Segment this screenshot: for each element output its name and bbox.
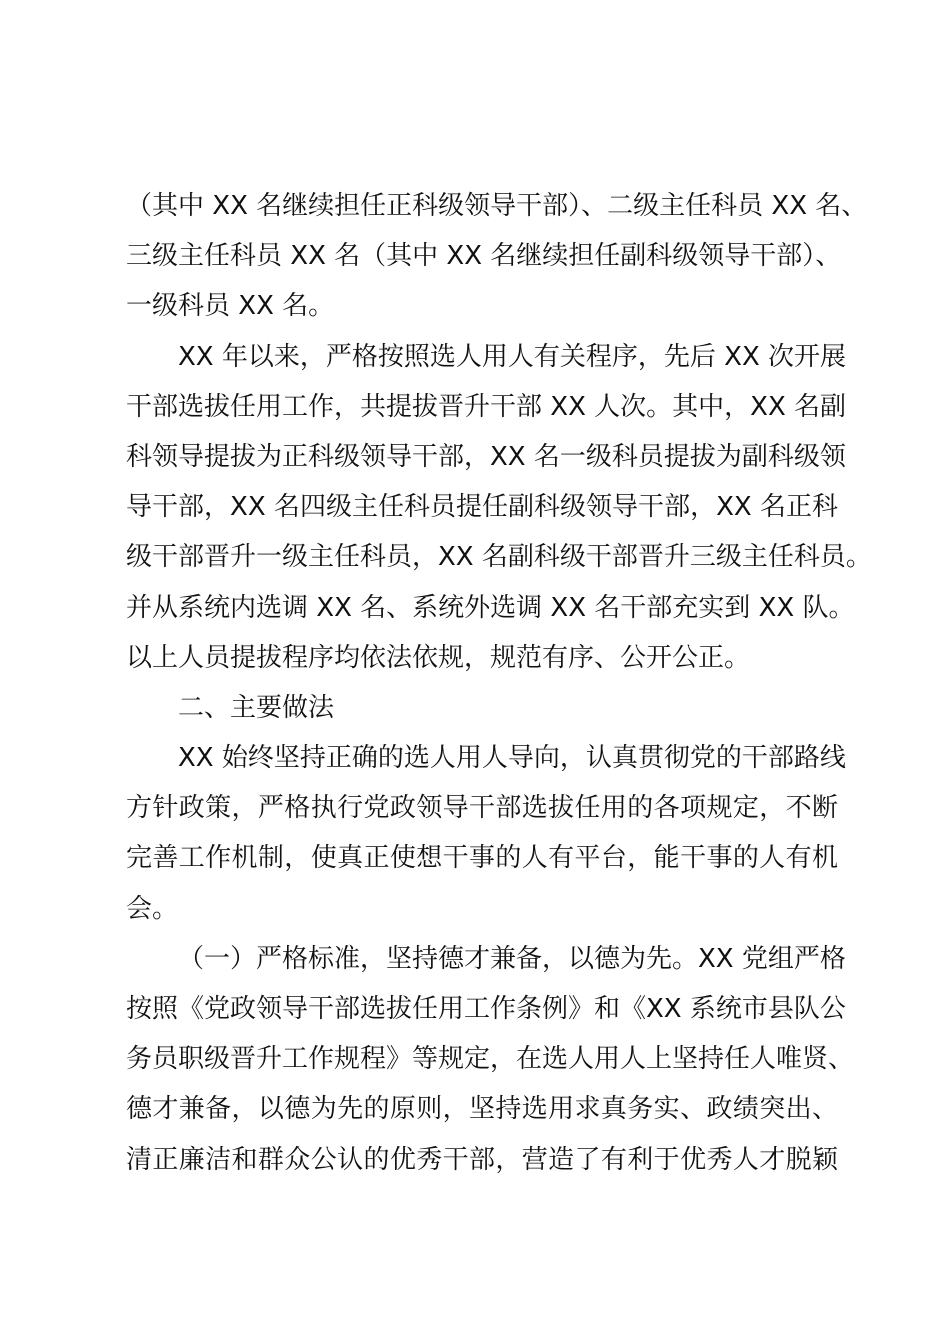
text-line: 按照《党政领导干部选拔任用工作条例》和《XX 系统市县队公: [126, 994, 846, 1024]
heading-text: 二、主要做法: [178, 692, 335, 723]
text-line: 完善工作机制，使真正使想干事的人有平台，能干事的人有机: [126, 843, 838, 874]
paragraph-standards: [126, 934, 855, 1185]
text-line: 并从系统内选调 XX 名、系统外选调 XX 名干部充实到 XX 队。: [126, 592, 855, 623]
text-line: 务员职级晋升工作规程》等规定，在选人用人上坚持任人唯贤、: [126, 1044, 855, 1075]
text-line: （其中 XX 名继续担任正科级领导干部）、二级主任科员 XX 名、: [126, 191, 868, 221]
text-line: 清正廉洁和群众公认的优秀干部，营造了有利于优秀人才脱颖: [126, 1144, 838, 1175]
text-line: （一）严格标准，坚持德才兼备，以德为先。XX 党组严格: [178, 943, 846, 974]
text-line: 三级主任科员 XX 名（其中 XX 名继续担任副科级领导干部）、: [126, 241, 842, 272]
section-heading: [126, 683, 838, 733]
text-line: 一级科员 XX 名。: [126, 291, 335, 322]
text-line: XX 始终坚持正确的选人用人导向，认真贯彻党的干部路线: [178, 743, 846, 774]
text-line: XX 年以来，严格按照选人用人有关程序，先后 XX 次开展: [178, 341, 847, 372]
text-line: 方针政策，严格执行党政领导干部选拔任用的各项规定，不断: [126, 793, 838, 824]
text-line: 会。: [126, 893, 179, 924]
paragraph-guidance: [126, 733, 846, 934]
paragraph-promotion-summary: [126, 332, 872, 683]
text-line: 导干部，XX 名四级主任科员提任副科级领导干部，XX 名正科: [126, 492, 838, 523]
document-body: [126, 181, 872, 1185]
text-line: 以上人员提拔程序均依法依规，规范有序、公开公正。: [126, 642, 751, 673]
text-line: 干部选拔任用工作，共提拔晋升干部 XX 人次。其中，XX 名副: [126, 391, 847, 422]
text-line: 德才兼备，以德为先的原则，坚持选用求真务实、政绩突出、: [126, 1094, 838, 1125]
paragraph-continuation: [126, 181, 868, 332]
text-line: 级干部晋升一级主任科员，XX 名副科级干部晋升三级主任科员。: [126, 542, 872, 573]
text-line: 科领导提拔为正科级领导干部，XX 名一级科员提拔为副科级领: [126, 441, 846, 472]
